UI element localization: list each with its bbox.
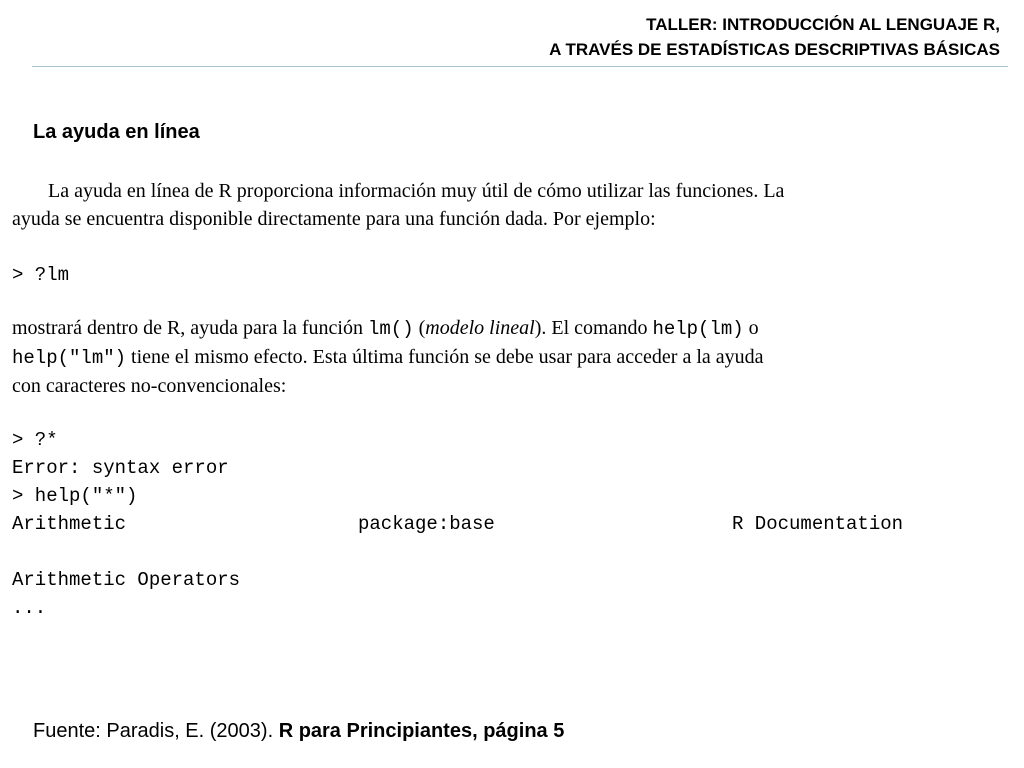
text-fragment: ). El comando [534, 317, 653, 339]
paragraph-explanation [12, 314, 972, 400]
header-divider [32, 66, 1008, 67]
text-fragment: o [743, 317, 759, 339]
source-footer [33, 720, 564, 743]
doc-name: Arithmetic [12, 513, 127, 535]
paragraph-intro-line-1: La ayuda en línea de R proporciona información muy útil de cómo utilizar las funciones. La [48, 180, 785, 202]
footer-prefix: Fuente: Paradis, E. (2003). [33, 720, 279, 742]
footer-book-title: R para Principiantes, página 5 [278, 720, 565, 742]
doc-header-row [12, 510, 972, 538]
text-fragment: tiene el mismo efecto. Esta última función se debe usar para acceder a la ayuda [126, 346, 764, 368]
text-fragment: mostrará dentro de R, ayuda para la función [12, 317, 368, 339]
italic-modelo-lineal: modelo lineal [425, 317, 535, 339]
paragraph-explanation-line-1 [12, 314, 972, 343]
code-line-3: > help("*") [12, 485, 138, 507]
slide-header [549, 12, 1000, 62]
section-title: La ayuda en línea [33, 121, 200, 143]
code-line-2: Error: syntax error [12, 457, 229, 479]
paragraph-intro [12, 177, 932, 233]
inline-code-help-lm: help(lm) [652, 318, 744, 340]
doc-title: Arithmetic Operators [12, 569, 241, 591]
code-line-1: > ?* [12, 429, 58, 451]
text-fragment: ( [413, 317, 426, 339]
paragraph-explanation-line-2 [12, 343, 972, 372]
code-block-example [12, 426, 972, 622]
paragraph-intro-line-2: ayuda se encuentra disponible directamente para una función dada. Por ejemplo: [12, 208, 656, 230]
code-spacer [12, 538, 972, 566]
doc-package: package:base [358, 513, 495, 535]
code-ellipsis: ... [12, 597, 47, 619]
inline-code-lm: lm() [367, 318, 414, 340]
command-help-lm: > ?lm [12, 264, 70, 286]
header-line-2: A TRAVÉS DE ESTADÍSTICAS DESCRIPTIVAS BÁSICAS [549, 40, 1000, 59]
paragraph-explanation-line-3: con caracteres no-convencionales: [12, 375, 287, 397]
doc-type: R Documentation [732, 513, 904, 535]
inline-code-help-lm-string: help("lm") [12, 347, 127, 369]
header-line-1: TALLER: INTRODUCCIÓN AL LENGUAJE R, [646, 15, 1000, 34]
